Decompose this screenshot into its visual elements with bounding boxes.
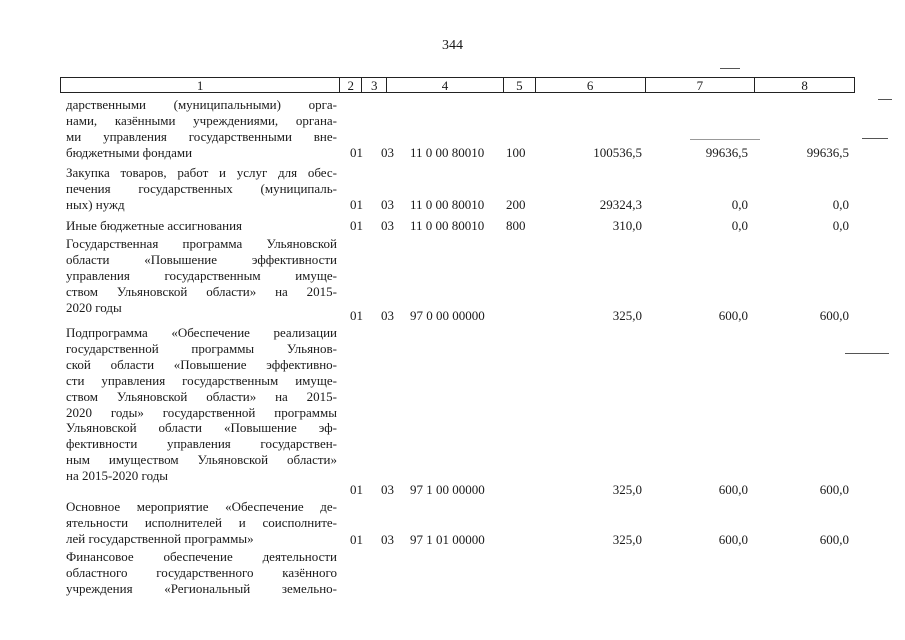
cell-target-article: 97 0 00 00000	[410, 307, 485, 323]
row-name-line: ным имуществом Ульяновской области»	[66, 452, 337, 468]
cell-amount-col6: 29324,3	[599, 196, 642, 212]
cell-subsection: 03	[381, 218, 394, 233]
row-name-line: Ульяновской области «Повышение эф-	[66, 420, 337, 436]
row-name-line: ятельности исполнителей и соисполните-	[66, 514, 337, 530]
cell-amount-col8: 99636,5	[806, 144, 849, 160]
row-name-line: Закупка товаров, работ и услуг для обес-	[66, 165, 337, 180]
cell-amount-col6: 325,0	[612, 482, 642, 497]
header-col-1: 1	[196, 78, 204, 93]
row-name-line: печения государственных (муниципаль-	[66, 180, 337, 196]
cell-amount-col8: 0,0	[832, 218, 849, 233]
row-name	[66, 165, 337, 213]
cell-target-article: 11 0 00 80010	[410, 196, 485, 212]
cell-amount-col7: 600,0	[718, 307, 748, 323]
header-col-2: 2	[339, 78, 361, 92]
row-name-line: областного государственного казённого	[66, 564, 337, 580]
cell-amount-col7: 99636,5	[705, 144, 748, 160]
scan-artifact-line	[720, 68, 740, 69]
cell-target-article: 11 0 00 80010	[410, 144, 485, 160]
row-name-line: управления государственным имуще-	[66, 267, 337, 283]
table-header-row	[60, 77, 855, 93]
cell-amount-col7: 600,0	[718, 532, 748, 547]
row-name-line: сти управления государственным имуще-	[66, 372, 337, 388]
row-name-line: учреждения «Региональный земельно-	[66, 580, 337, 596]
row-name-line: Иные бюджетные ассигнования	[66, 218, 243, 233]
cell-subsection: 03	[381, 532, 394, 547]
row-name	[66, 218, 337, 234]
row-name-line: ми управления государственными вне-	[66, 128, 337, 144]
row-name-line: государственной программы Ульянов-	[66, 340, 337, 356]
header-col-8: 8	[754, 78, 854, 92]
cell-section: 01	[350, 532, 363, 547]
row-name-line: Основное мероприятие «Обеспечение де-	[66, 499, 337, 514]
cell-subsection: 03	[381, 196, 394, 212]
row-name-line: 2020 годы	[66, 299, 122, 315]
cell-expense-type: 100	[506, 144, 526, 160]
row-name-line: ством Ульяновской области» на 2015-	[66, 283, 337, 299]
row-name	[66, 325, 337, 484]
cell-amount-col6: 325,0	[612, 532, 642, 547]
header-col-5: 5	[503, 78, 535, 92]
row-name	[66, 499, 337, 547]
row-name-line: нами, казёнными учреждениями, органа-	[66, 112, 337, 128]
cell-section: 01	[350, 196, 363, 212]
cell-section: 01	[350, 307, 363, 323]
cell-section: 01	[350, 144, 363, 160]
scan-artifact-line	[690, 139, 760, 140]
header-col-6: 6	[535, 78, 645, 92]
header-col-3: 3	[361, 78, 386, 92]
cell-subsection: 03	[381, 482, 394, 497]
cell-amount-col8: 600,0	[819, 307, 849, 323]
cell-amount-col6: 325,0	[612, 307, 642, 323]
row-name-line: фективности управления государствен-	[66, 436, 337, 452]
scan-artifact-line	[862, 138, 888, 139]
cell-amount-col7: 0,0	[731, 196, 748, 212]
cell-subsection: 03	[381, 144, 394, 160]
row-name	[66, 236, 337, 316]
cell-section: 01	[350, 482, 363, 497]
page-number: 344	[442, 38, 463, 53]
row-name-line: на 2015-2020 годы	[66, 468, 169, 484]
cell-subsection: 03	[381, 307, 394, 323]
row-name	[66, 549, 337, 597]
cell-expense-type: 800	[506, 218, 526, 233]
row-name-line: Государственная программа Ульяновской	[66, 236, 337, 251]
row-name-line: лей государственной программы»	[66, 530, 254, 546]
row-name-line: ской области «Повышение эффективно-	[66, 356, 337, 372]
cell-amount-col8: 600,0	[819, 532, 849, 547]
header-col-7: 7	[645, 78, 755, 92]
cell-amount-col7: 600,0	[718, 482, 748, 497]
cell-expense-type: 200	[506, 196, 526, 212]
cell-target-article: 11 0 00 80010	[410, 218, 485, 233]
row-name-line: 2020 годы» государственной программы	[66, 404, 337, 420]
scan-artifact-line	[878, 99, 892, 100]
header-col-4: 4	[386, 78, 503, 92]
row-name	[66, 97, 337, 161]
cell-amount-col6: 100536,5	[593, 144, 642, 160]
row-name-line: Финансовое обеспечение деятельности	[66, 549, 337, 564]
scan-artifact-line	[845, 353, 889, 354]
cell-amount-col6: 310,0	[612, 218, 642, 233]
row-name-line: ством Ульяновской области» на 2015-	[66, 388, 337, 404]
cell-amount-col7: 0,0	[731, 218, 748, 233]
row-name-line: области «Повышение эффективности	[66, 251, 337, 267]
cell-amount-col8: 600,0	[819, 482, 849, 497]
row-name-line: Подпрограмма «Обеспечение реализации	[66, 325, 337, 340]
row-name-line: дарственными (муниципальными) орга-	[66, 97, 337, 112]
cell-target-article: 97 1 00 00000	[410, 482, 485, 497]
cell-section: 01	[350, 218, 363, 233]
row-name-line: бюджетными фондами	[66, 144, 193, 160]
cell-amount-col8: 0,0	[832, 196, 849, 212]
cell-target-article: 97 1 01 00000	[410, 532, 485, 547]
row-name-line: ных) нужд	[66, 196, 125, 212]
